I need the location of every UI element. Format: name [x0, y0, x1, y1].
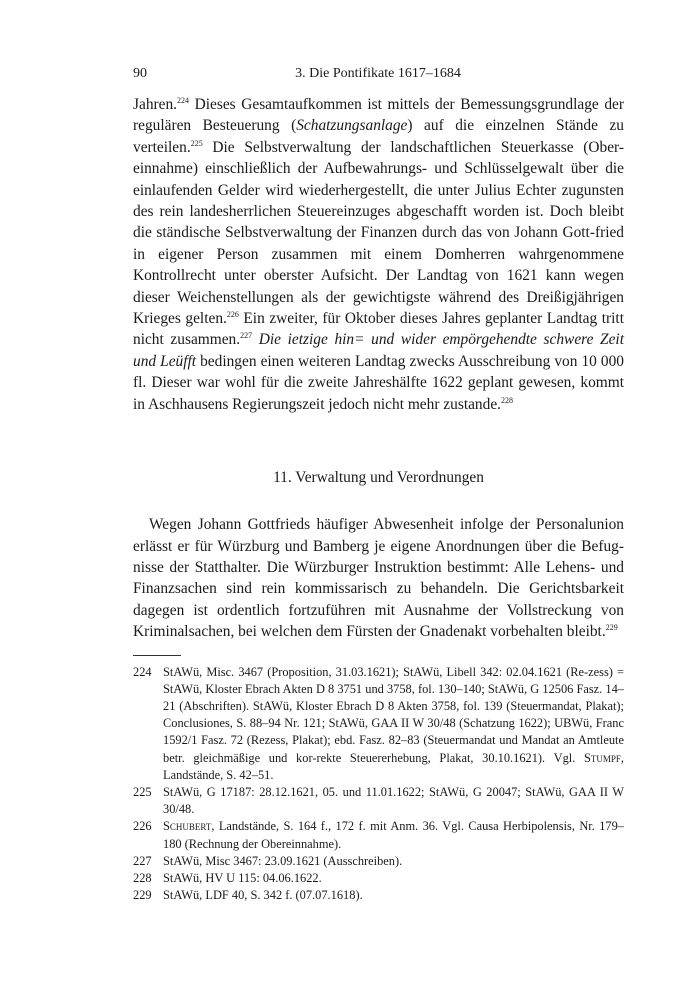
footnote-text	[163, 853, 624, 870]
text-run	[252, 331, 259, 348]
footnote-text-run: StAWü, Misc. 3467 (Proposition, 31.03.1621); StAWü, Libell 342: 02.04.1621 (Re-zess) = StAWü, Kloster Ebrach Akten D 8 3751 und 3758, fol. 130–140; StAWü, G 12506 Fasz. 14–21 (Abschriften). StAWü, Kloster Ebrach D 8 Akten 3758, fol. 139 (Steuermandat, Plakat); Conclusiones, S. 88–94 Nr. 121; StAWü, GAA II W 30/48 (Schatzung 1622); UBWü, Franc 1592/1 Fasz. 72 (Rezess, Plakat); ebd. Fasz. 82–83 (Steuermandat und Mandat an Amtleute betr. gleichmäßige und kor-rekte Steuererhebung, Plakat, 30.10.1621). Vgl.	[163, 664, 624, 765]
text-run: bedingen einen weiteren Landtag zwecks Ausschreibung von 10 000 fl. Dieser war wohl für die zweite Jahreshälfte 1622 geplant gewesen, kommt in Aschhausens Regierungszeit jedoch nicht mehr zustande.	[133, 352, 624, 413]
footnote-228	[133, 870, 624, 887]
footnote-ref-224[interactable]: 224	[177, 96, 190, 105]
body-paragraph-2	[133, 514, 624, 642]
text-run: Die Selbstverwaltung der landschaftlichen Steuerkasse (Ober-einnahme) einschließlich der Aufbewahrungs- und Schlüsselgewalt über die einlaufenden Gelder wird wiederhergestellt, die unter Julius Echter zugunsten des rein landesherrlichen Steuereinzuges abgeschafft worden ist. Doch bleibt die ständische Selbstverwaltung der Finanzen durch das von Johann Gott-fried in eigener Person zusammen mit einem Domherren wahrgenommene Kontrollrecht unter oberster Aufsicht. Der Landtag von 1621 kann wegen dieser Weichenstellungen als der gewichtigste während des Dreißigjährigen Krieges gelten.	[133, 138, 624, 328]
footnote-text-run: StAWü, LDF 40, S. 342 f. (07.07.1618).	[163, 888, 363, 903]
footnote-text	[163, 887, 624, 904]
footnote-number: 227	[133, 853, 152, 868]
italic-term: Schatzungsanlage	[296, 117, 408, 135]
footnote-ref-227[interactable]: 227	[240, 331, 253, 341]
footnote-ref-229[interactable]: 229	[605, 623, 618, 633]
footnote-number: 224	[133, 664, 152, 679]
footnote-text	[163, 664, 624, 784]
page-body	[133, 94, 624, 904]
footnote-226	[133, 818, 624, 852]
text-run: Jahren.	[133, 96, 178, 113]
section-heading: 11. Verwaltung und Verordnungen	[273, 469, 484, 487]
footnote-number: 225	[133, 784, 152, 799]
footnote-text	[163, 784, 624, 818]
footnote-ref-228[interactable]: 228	[501, 395, 513, 405]
footnote-225	[133, 784, 624, 818]
footnote-ref-225[interactable]: 225	[190, 138, 203, 148]
footnote-number: 228	[133, 870, 152, 885]
page-number: 90	[133, 66, 147, 81]
footnote-227	[133, 853, 624, 870]
text-run: ) auf die einzelnen Stände zu verteilen.	[133, 117, 625, 156]
footnote-229	[133, 887, 624, 904]
footnote-number: 229	[133, 888, 152, 903]
text-run: Ein zweiter, für Oktober dieses Jahres geplanter Landtag tritt nicht zusammen.	[133, 310, 624, 349]
footnote-224	[133, 664, 624, 784]
footnote-text-run: StAWü, HV U 115: 04.06.1622.	[163, 870, 322, 885]
text-run: Wegen Johann Gottfrieds häufiger Abwesenheit infolge der Personalunion erlässt er für Würzburg und Bamberg je eigene Anordnungen über die Befug-nisse der Statthalter. Die Würzburger Instruktion bestimmt: Alle Lehens- und Finanzsachen sind rein kommissarisch zu behandeln. Die Gerichtsbarkeit dagegen ist ordentlich fortzuführen mit Ausnahme der Vollstreckung von Kriminalsachen, bei welchen dem Fürsten der Gnadenakt vorbehalten bleibt.	[133, 516, 624, 641]
footnotes	[133, 664, 624, 905]
running-head: 3. Die Pontifikate 1617–1684	[295, 66, 461, 81]
text-run: Dieses Gesamtaufkommen ist mittels der Bemessungsgrundlage der regulären Besteuerung (	[133, 96, 624, 135]
footnote-ref-226[interactable]: 226	[226, 310, 239, 320]
author-name: Stumpf	[583, 750, 621, 765]
body-paragraph-1	[133, 94, 624, 415]
footnote-text-run: StAWü, Misc 3467: 23.09.1621 (Ausschreiben).	[163, 853, 403, 868]
footnote-text-run: , Landstände, S. 164 f., 172 f. mit Anm. 36. Vgl. Causa Herbipolensis, Nr. 179–180 (Rechnung der Obereinnahme).	[163, 819, 624, 851]
footnote-separator	[133, 655, 181, 656]
footnote-text	[163, 870, 624, 887]
footnote-text-run: StAWü, G 17187: 28.12.1621, 05. und 11.01.1622; StAWü, G 20047; StAWü, GAA II W 30/48.	[163, 784, 624, 817]
footnote-number: 226	[133, 819, 152, 834]
italic-quotation: Die ietzige hin= und wider empörgehendte schwere Zeit und Leüfft	[133, 331, 624, 370]
author-name: Schubert	[163, 819, 212, 834]
footnote-text	[163, 818, 624, 852]
footnote-text-run: , Landstände, S. 42–51.	[163, 750, 624, 782]
